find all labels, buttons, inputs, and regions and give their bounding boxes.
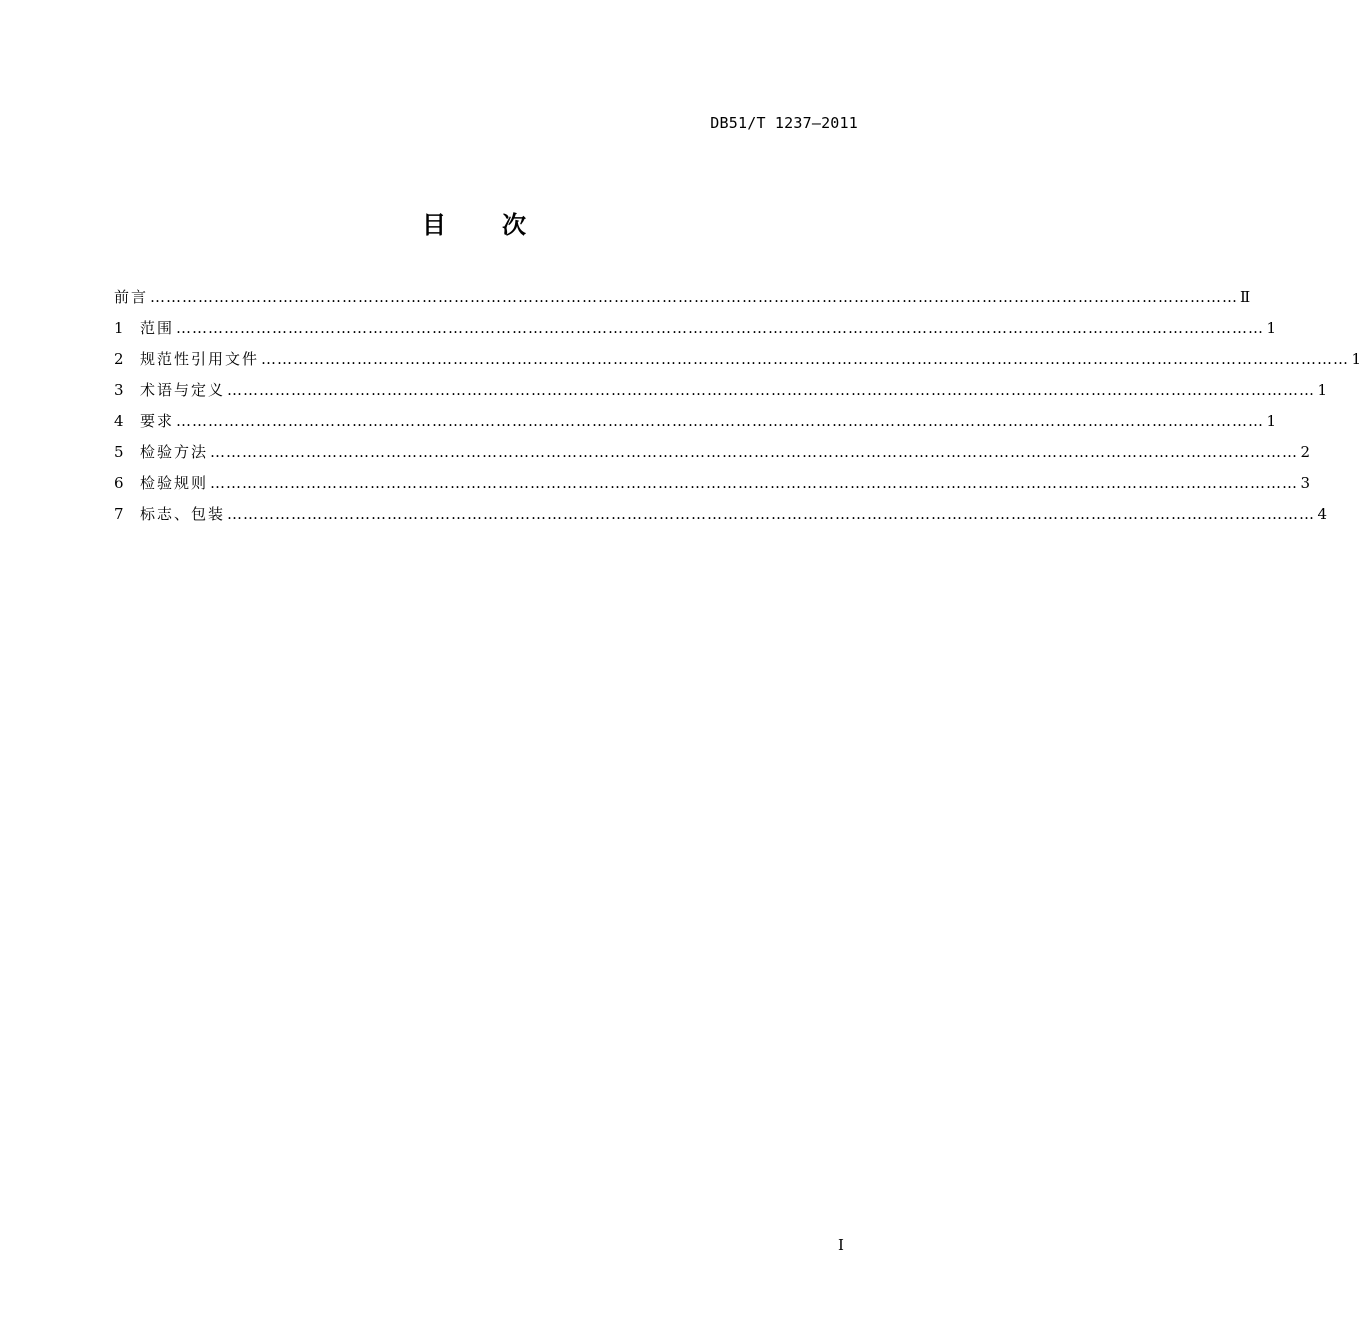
toc-entry-page: 1 (1266, 412, 1277, 430)
toc-leader: …………………………………………………………………………………………………………………………………………………………………………………… (210, 474, 1299, 492)
toc-entry-page: 3 (1300, 474, 1311, 492)
toc-leader: …………………………………………………………………………………………………………………………………………………………………………………… (227, 505, 1316, 523)
toc-list (114, 285, 1361, 533)
toc-entry-title: 要求 (140, 412, 175, 430)
toc-leader: …………………………………………………………………………………………………………………………………………………………………………………… (150, 288, 1239, 306)
standard-code: DB51/T 1237—2011 (710, 114, 858, 132)
toc-entry-page: 2 (1300, 443, 1311, 461)
toc-entry-page: 1 (1266, 319, 1277, 337)
toc-entry-title: 范围 (140, 319, 175, 337)
toc-entry-number: 6 (114, 474, 124, 492)
toc-entry-number: 4 (114, 412, 124, 430)
toc-entry-1[interactable] (114, 316, 1277, 347)
toc-leader: …………………………………………………………………………………………………………………………………………………………………………………… (176, 412, 1265, 430)
toc-leader: …………………………………………………………………………………………………………………………………………………………………………………… (261, 350, 1350, 368)
toc-entry-number: 2 (114, 350, 124, 368)
toc-entry-number: 3 (114, 381, 124, 399)
toc-entry-6[interactable] (114, 471, 1311, 502)
toc-entry-title: 前言 (114, 288, 149, 306)
toc-entry-page: 1 (1351, 350, 1361, 368)
toc-title-part2: 次 (502, 211, 528, 239)
toc-leader: …………………………………………………………………………………………………………………………………………………………………………………… (210, 443, 1299, 461)
toc-title-part1: 目 (422, 211, 448, 239)
page-number: I (838, 1236, 844, 1254)
toc-entry-title: 规范性引用文件 (140, 350, 260, 368)
toc-entry-2[interactable] (114, 347, 1361, 378)
toc-entry-4[interactable] (114, 409, 1277, 440)
toc-entry-number: 1 (114, 319, 124, 337)
toc-entry-title: 标志、包装 (140, 505, 226, 523)
toc-entry-page: Ⅱ (1240, 288, 1251, 306)
toc-entry-number: 5 (114, 443, 124, 461)
toc-entry-title: 检验规则 (140, 474, 209, 492)
toc-entry-page: 1 (1317, 381, 1328, 399)
toc-entry-title: 检验方法 (140, 443, 209, 461)
toc-leader: …………………………………………………………………………………………………………………………………………………………………………………… (227, 381, 1316, 399)
toc-entry-title: 术语与定义 (140, 381, 226, 399)
toc-leader: …………………………………………………………………………………………………………………………………………………………………………………… (176, 319, 1265, 337)
toc-entry-foreword[interactable] (114, 285, 1251, 316)
toc-entry-7[interactable] (114, 502, 1328, 533)
toc-entry-page: 4 (1317, 505, 1328, 523)
toc-title (0, 205, 950, 240)
toc-entry-number: 7 (114, 505, 124, 523)
toc-entry-3[interactable] (114, 378, 1328, 409)
toc-entry-5[interactable] (114, 440, 1311, 471)
